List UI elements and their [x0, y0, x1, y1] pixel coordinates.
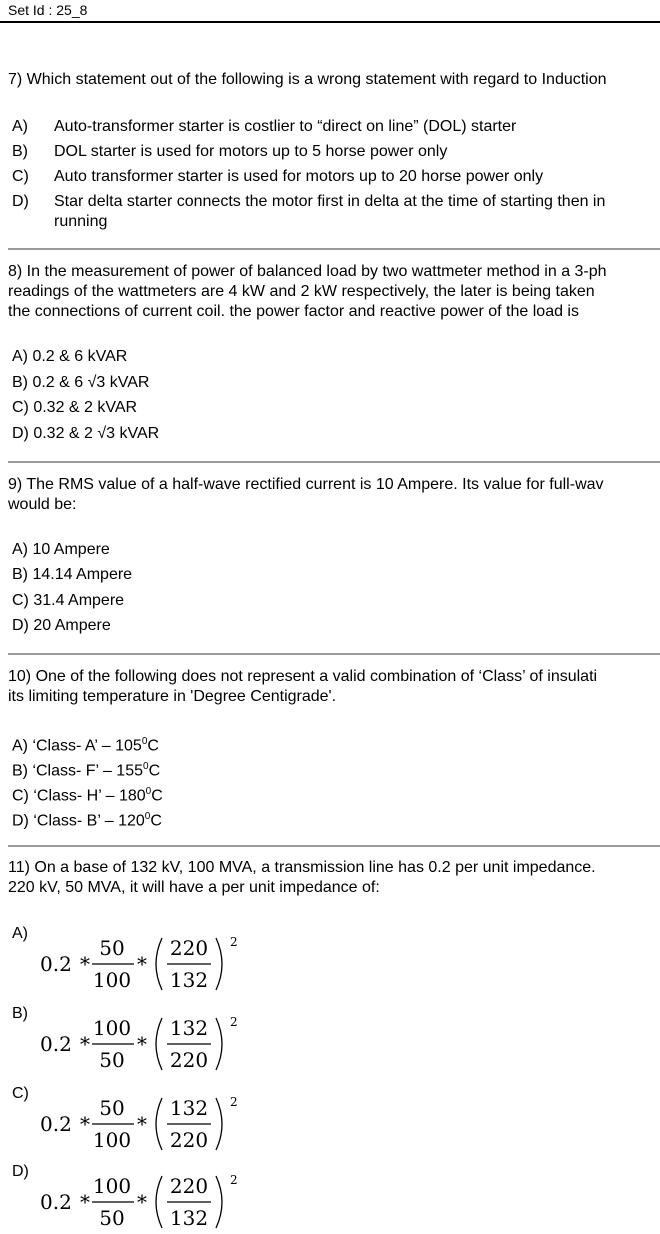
degree-superscript: 0: [144, 811, 151, 822]
option-letter: D): [12, 1163, 29, 1180]
option-text: Auto-transformer starter is costlier to “direct on line” (DOL) starter: [54, 118, 517, 135]
formula-star: *: [80, 1032, 90, 1056]
exponent: 2: [230, 1015, 238, 1029]
question-stem-line: readings of the wattmeters are 4 kW and 2 kW respectively, the later is being taken: [8, 283, 595, 300]
formula-star: *: [80, 1190, 90, 1214]
option-text: A) ‘Class- A’ – 105: [12, 737, 142, 755]
right-paren: [216, 938, 222, 990]
question-stem: 7) Which statement out of the following is a wrong statement with regard to Induction: [8, 71, 607, 88]
question-stem-line: its limiting temperature in 'Degree Centigrade'.: [8, 688, 337, 705]
option-d[interactable]: [12, 807, 162, 831]
fraction-numerator: 50: [99, 1096, 125, 1120]
question-stem-line: would be:: [8, 496, 77, 513]
option-text: B) ‘Class- F’ – 155: [12, 762, 143, 780]
option-c[interactable]: [12, 782, 163, 806]
option-a[interactable]: A) 0.2 & 6 kVAR: [12, 348, 128, 365]
question-11: [8, 858, 660, 898]
option-text-continued: running: [54, 213, 108, 230]
question-7: [8, 70, 660, 90]
option-b[interactable]: [12, 142, 447, 162]
option-letter: D): [12, 193, 29, 210]
option-c[interactable]: C) 31.4 Ampere: [12, 592, 125, 609]
question-divider: [8, 461, 660, 463]
question-stem-line: 11) On a base of 132 kV, 100 MVA, a transmission line has 0.2 per unit impedance.: [8, 859, 596, 876]
left-paren: [156, 1018, 162, 1070]
question-divider: [8, 845, 660, 847]
question-divider: [8, 248, 660, 250]
fraction-denominator: 220: [169, 1128, 209, 1152]
formula-star: *: [137, 1112, 147, 1136]
right-paren: [216, 1018, 222, 1070]
option-unit: C: [150, 812, 162, 830]
right-paren: [216, 1098, 222, 1150]
question-stem-line: the connections of current coil. the power factor and reactive power of the load is: [8, 303, 579, 320]
fraction-numerator: 132: [169, 1096, 209, 1120]
question-8: [8, 262, 660, 322]
impedance-formula: [40, 934, 260, 996]
formula-star: *: [80, 1112, 90, 1136]
degree-superscript: 0: [145, 786, 152, 797]
formula-coef: 0.2: [40, 1112, 72, 1136]
option-unit: C: [151, 787, 163, 805]
option-letter: B): [12, 143, 28, 160]
exponent: 2: [230, 1095, 238, 1109]
exponent: 2: [230, 935, 238, 949]
formula-star: *: [137, 952, 147, 976]
formula-star: *: [80, 952, 90, 976]
fraction-numerator: 100: [92, 1016, 132, 1040]
right-paren: [216, 1176, 222, 1228]
fraction-denominator: 132: [169, 1206, 209, 1230]
option-a[interactable]: A) 10 Ampere: [12, 541, 110, 558]
option-d[interactable]: D) 0.32 & 2 √3 kVAR: [12, 425, 160, 442]
left-paren: [156, 1176, 162, 1228]
option-letter: C): [12, 1085, 29, 1102]
exponent: 2: [230, 1173, 238, 1187]
option-text: D) ‘Class- B’ – 120: [12, 812, 145, 830]
option-unit: C: [147, 737, 159, 755]
formula-star: *: [137, 1190, 147, 1214]
formula-star: *: [137, 1032, 147, 1056]
option-letter: C): [12, 168, 29, 185]
fraction-denominator: 100: [92, 968, 132, 992]
formula-coef: 0.2: [40, 952, 72, 976]
option-d[interactable]: D) 20 Ampere: [12, 617, 111, 634]
option-letter: A): [12, 118, 28, 135]
fraction-numerator: 50: [99, 936, 125, 960]
question-9: [8, 475, 660, 515]
formula-coef: 0.2: [40, 1190, 72, 1214]
option-b[interactable]: B) 0.2 & 6 √3 kVAR: [12, 374, 150, 391]
impedance-formula: [40, 1014, 260, 1076]
question-stem-line: 8) In the measurement of power of balanced load by two wattmeter method in a 3-ph: [8, 263, 607, 280]
fraction-numerator: 220: [169, 1174, 209, 1198]
option-text: C) ‘Class- H’ – 180: [12, 787, 146, 805]
option-text: Auto transformer starter is used for motors up to 20 horse power only: [54, 168, 544, 185]
option-a[interactable]: [12, 732, 159, 756]
degree-superscript: 0: [141, 736, 148, 747]
fraction-numerator: 220: [169, 936, 209, 960]
degree-superscript: 0: [143, 761, 149, 772]
option-c[interactable]: C) 0.32 & 2 kVAR: [12, 399, 138, 416]
impedance-formula: [40, 1172, 260, 1234]
option-text: DOL starter is used for motors up to 5 horse power only: [54, 143, 448, 160]
left-paren: [156, 1098, 162, 1150]
question-stem-line: 220 kV, 50 MVA, it will have a per unit impedance of:: [8, 879, 380, 896]
fraction-denominator: 100: [92, 1128, 132, 1152]
option-letter: A): [12, 925, 28, 942]
page-header: [0, 0, 660, 23]
option-a[interactable]: [12, 117, 516, 137]
set-id: Set Id : 25_8: [8, 2, 88, 18]
fraction-denominator: 50: [99, 1206, 125, 1230]
option-unit: C: [148, 762, 161, 780]
question-stem-line: 9) The RMS value of a half-wave rectified current is 10 Ampere. Its value for full-wav: [8, 476, 604, 493]
option-b[interactable]: B) 14.14 Ampere: [12, 566, 133, 583]
option-d[interactable]: [12, 192, 605, 212]
left-paren: [156, 938, 162, 990]
question-divider: [8, 653, 660, 655]
option-text: Star delta starter connects the motor first in delta at the time of starting then in: [54, 193, 606, 210]
formula-coef: 0.2: [40, 1032, 72, 1056]
question-stem-line: 10) One of the following does not represent a valid combination of ‘Class’ of insulati: [8, 668, 598, 685]
fraction-denominator: 132: [169, 968, 209, 992]
question-10: [8, 667, 660, 707]
option-c[interactable]: [12, 167, 543, 187]
fraction-numerator: 100: [92, 1174, 132, 1198]
fraction-denominator: 50: [99, 1048, 125, 1072]
option-letter: B): [12, 1005, 28, 1022]
impedance-formula: [40, 1094, 260, 1156]
option-b[interactable]: [12, 757, 160, 781]
fraction-denominator: 220: [169, 1048, 209, 1072]
fraction-numerator: 132: [169, 1016, 209, 1040]
